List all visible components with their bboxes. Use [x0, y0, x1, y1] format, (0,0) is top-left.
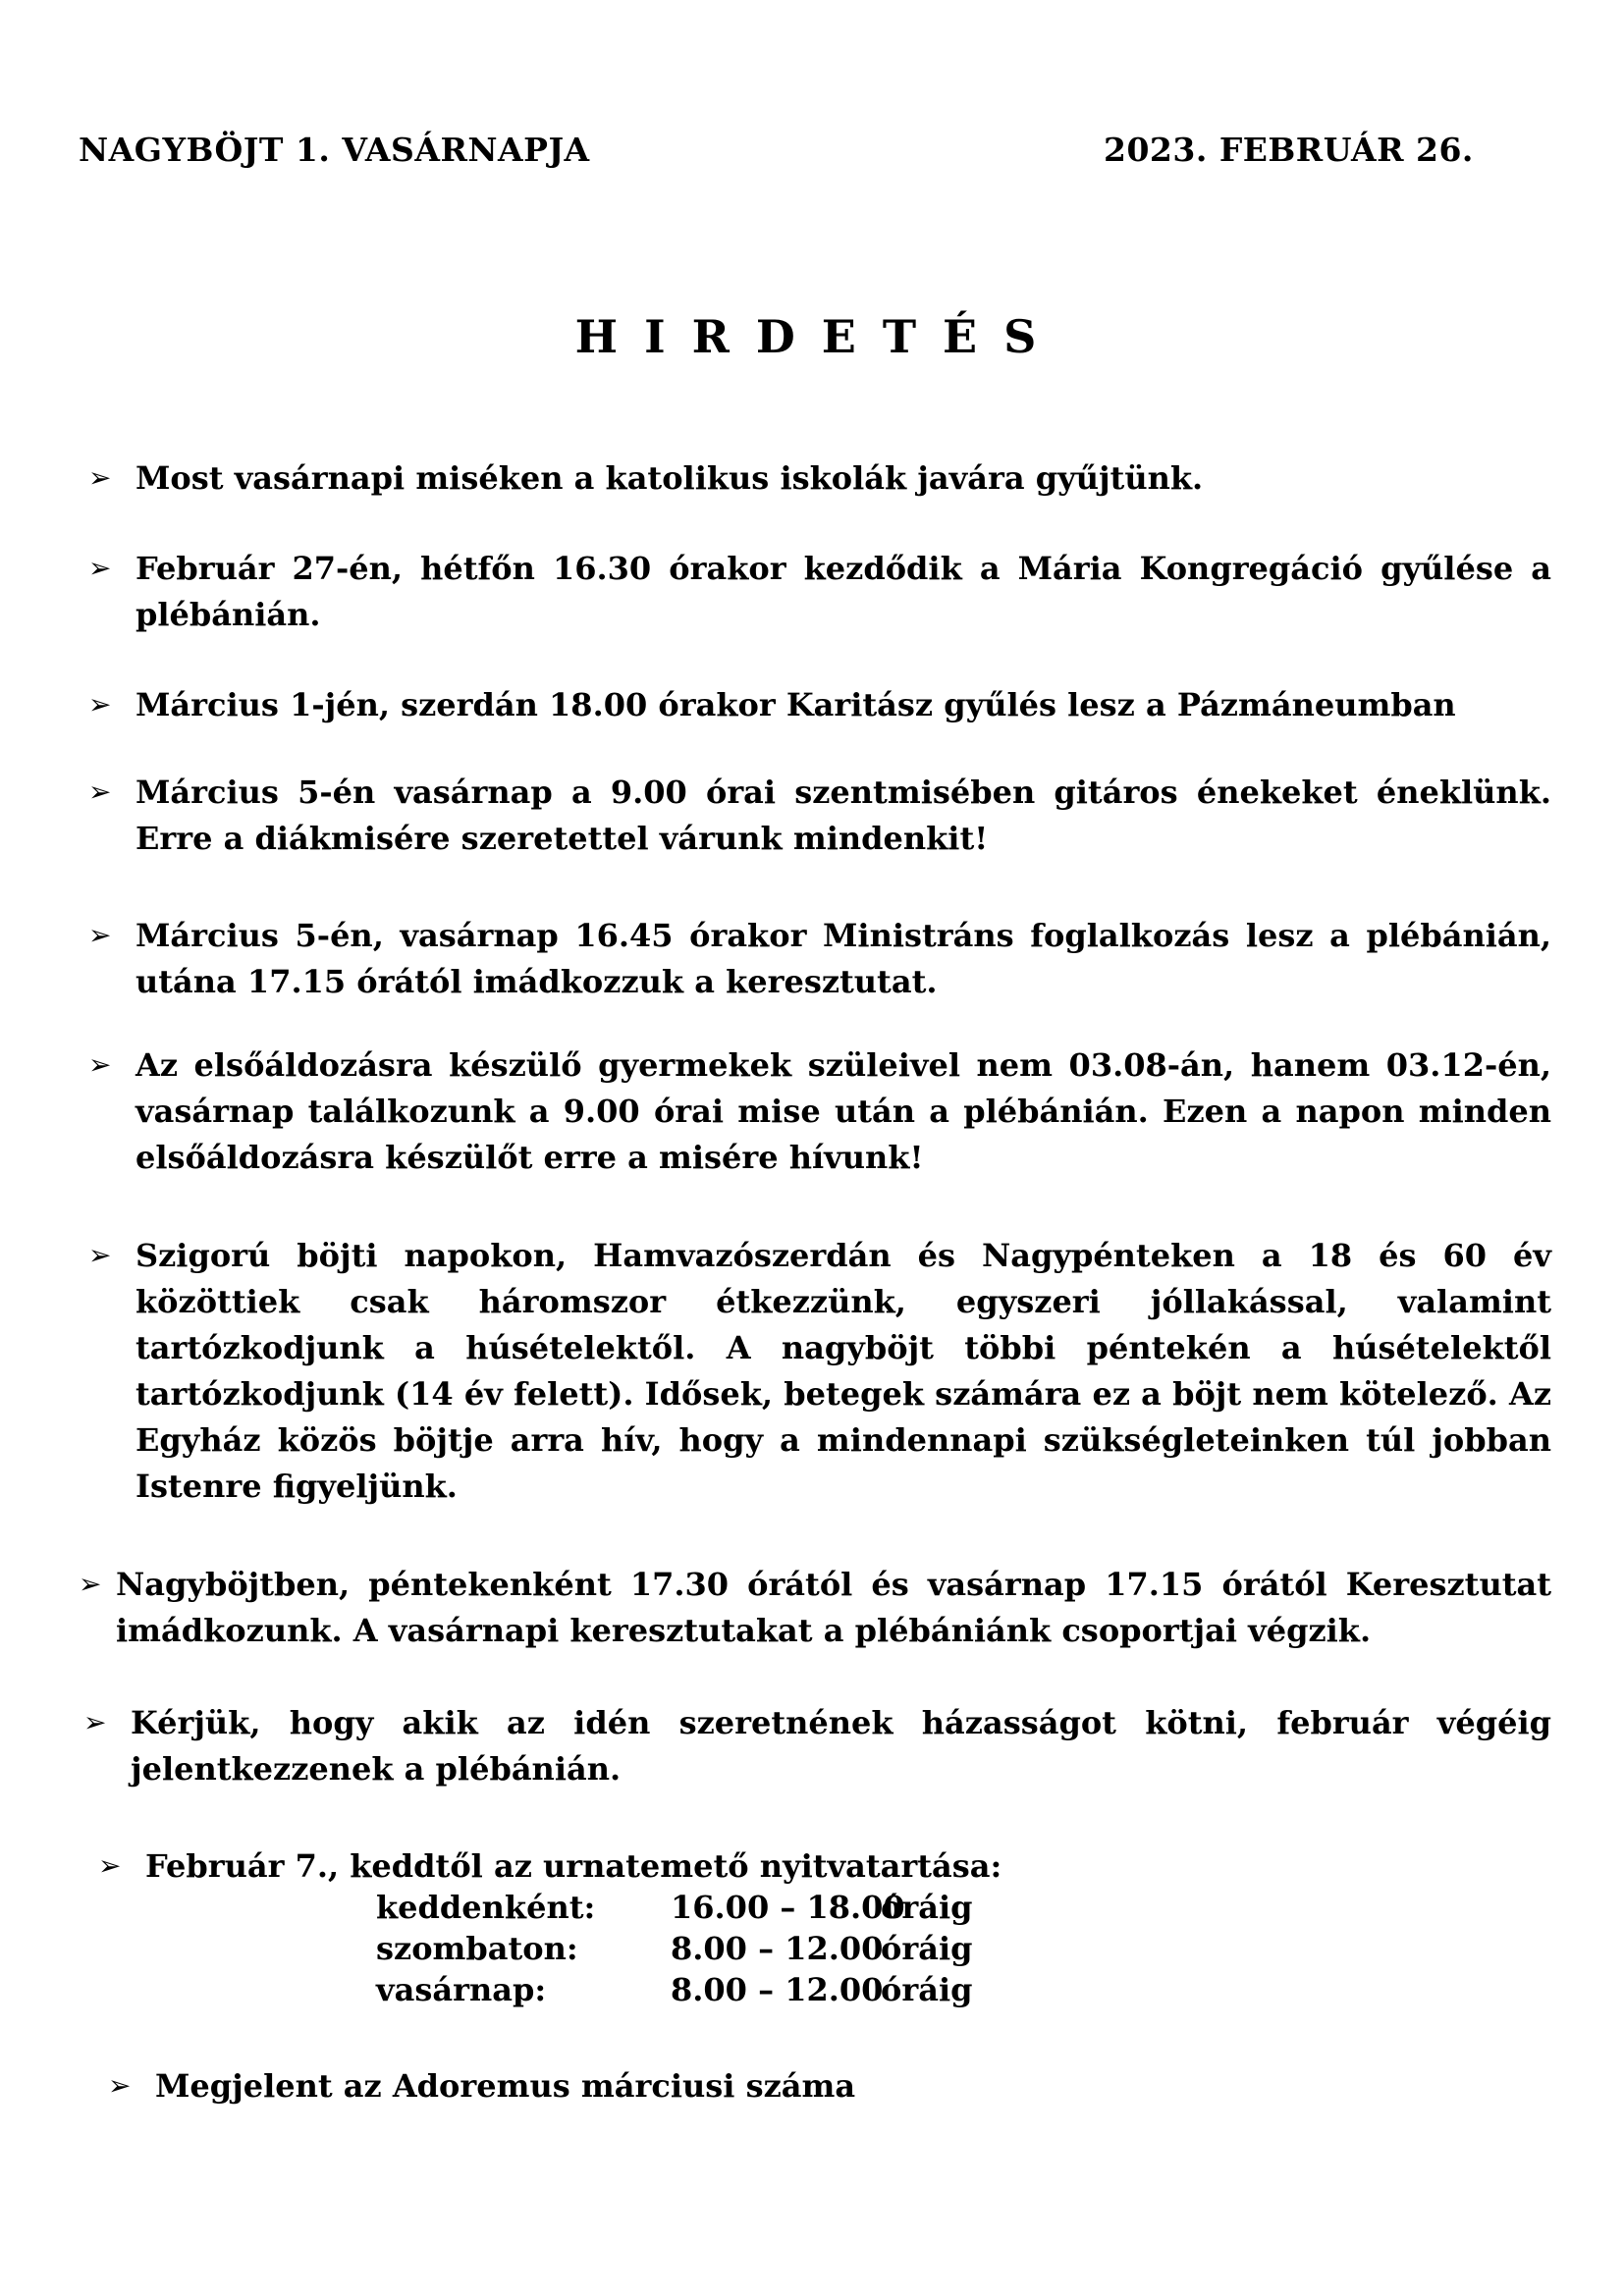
schedule-day: keddenként:	[376, 1889, 596, 1926]
schedule-row	[376, 1969, 972, 2010]
list-item-text: Kérjük, hogy akik az idén szeretnének házasságot kötni, február végéig jelentkezzenek a plébánián.	[131, 1704, 1551, 1788]
header-date: 2023. FEBRUÁR 26.	[1104, 131, 1474, 169]
arrow-bullet-icon: ➢	[88, 461, 112, 494]
arrow-bullet-icon: ➢	[88, 1048, 112, 1081]
arrow-bullet-icon: ➢	[88, 775, 112, 808]
header-title: NAGYBÖJT 1. VASÁRNAPJA	[79, 131, 590, 169]
schedule-day: szombaton:	[376, 1930, 578, 1967]
list-item-text: Február 7., keddtől az urnatemető nyitvatartása:	[145, 1847, 1002, 1885]
list-item	[88, 1042, 1551, 1181]
schedule-time: 16.00 – 18.00	[671, 1889, 905, 1926]
list-item-text: Március 1-jén, szerdán 18.00 órakor Karitász gyűlés lesz a Pázmáneumban	[135, 686, 1456, 723]
list-item-text: Nagyböjtben, péntekenként 17.30 órától és vasárnap 17.15 órától Keresztutat imádkozunk. A vasárnapi keresztutakat a plébániánk csoportjai végzik.	[116, 1566, 1551, 1649]
list-item-text: Az elsőáldozásra készülő gyermekek szüleivel nem 03.08-án, hanem 03.12-én, vasárnap találkozunk a 9.00 órai mise után a plébánián. Ezen a napon minden elsőáldozásra készülőt erre a misére hívunk!	[135, 1046, 1551, 1176]
list-item	[88, 770, 1551, 862]
arrow-bullet-icon: ➢	[108, 2069, 132, 2102]
schedule-time: 8.00 – 12.00	[671, 1971, 884, 2008]
list-item	[108, 2063, 1384, 2109]
arrow-bullet-icon: ➢	[88, 552, 112, 584]
schedule-unit: óráig	[881, 1889, 973, 1926]
list-item-text: Március 5-én vasárnap a 9.00 órai szentmisében gitáros énekeket éneklünk. Erre a diákmisére szeretettel várunk mindenkit!	[135, 774, 1551, 857]
arrow-bullet-icon: ➢	[88, 1239, 112, 1271]
list-item-text: Szigorú böjti napokon, Hamvazószerdán és Nagypénteken a 18 és 60 év közöttiek csak háromszor étkezzünk, egyszeri jóllakással, valamint tartózkodjunk a húsételektől. A nagyböjt többi péntekén a húsételektől tartózkodjunk (14 év felett). Idősek, betegek számára ez a böjt nem kötelező. Az Egyház közös böjtje arra hív, hogy a mindennapi szükségleteinken túl jobban Istenre figyeljünk.	[135, 1237, 1551, 1505]
list-item	[88, 1233, 1551, 1510]
page-title: HIRDETÉS	[574, 310, 1063, 363]
arrow-bullet-icon: ➢	[98, 1849, 122, 1882]
arrow-bullet-icon: ➢	[79, 1568, 102, 1600]
list-item-text: Most vasárnapi miséken a katolikus iskolák javára gyűjtünk.	[135, 459, 1204, 497]
arrow-bullet-icon: ➢	[88, 919, 112, 951]
schedule-row	[376, 1887, 972, 1928]
list-item-text: Március 5-én, vasárnap 16.45 órakor Ministráns foglalkozás lesz a plébánián, utána 17.15 órától imádkozzuk a keresztutat.	[135, 917, 1551, 1000]
list-item-text: Megjelent az Adoremus márciusi száma	[155, 2067, 856, 2105]
arrow-bullet-icon: ➢	[88, 688, 112, 721]
arrow-bullet-icon: ➢	[83, 1706, 107, 1738]
schedule-time: 8.00 – 12.00	[671, 1930, 884, 1967]
list-item	[98, 1843, 1375, 1890]
schedule-unit: óráig	[881, 1971, 973, 2008]
cemetery-opening-hours	[376, 1887, 972, 2010]
list-item	[88, 682, 1551, 728]
schedule-row	[376, 1928, 972, 1969]
list-item	[88, 546, 1551, 638]
list-item	[83, 1700, 1551, 1792]
list-item	[79, 1562, 1551, 1654]
schedule-unit: óráig	[881, 1930, 973, 1967]
list-item	[88, 913, 1551, 1005]
schedule-day: vasárnap:	[376, 1971, 547, 2008]
list-item-text: Február 27-én, hétfőn 16.30 órakor kezdődik a Mária Kongregáció gyűlése a plébánián.	[135, 550, 1551, 633]
list-item	[88, 455, 1551, 502]
